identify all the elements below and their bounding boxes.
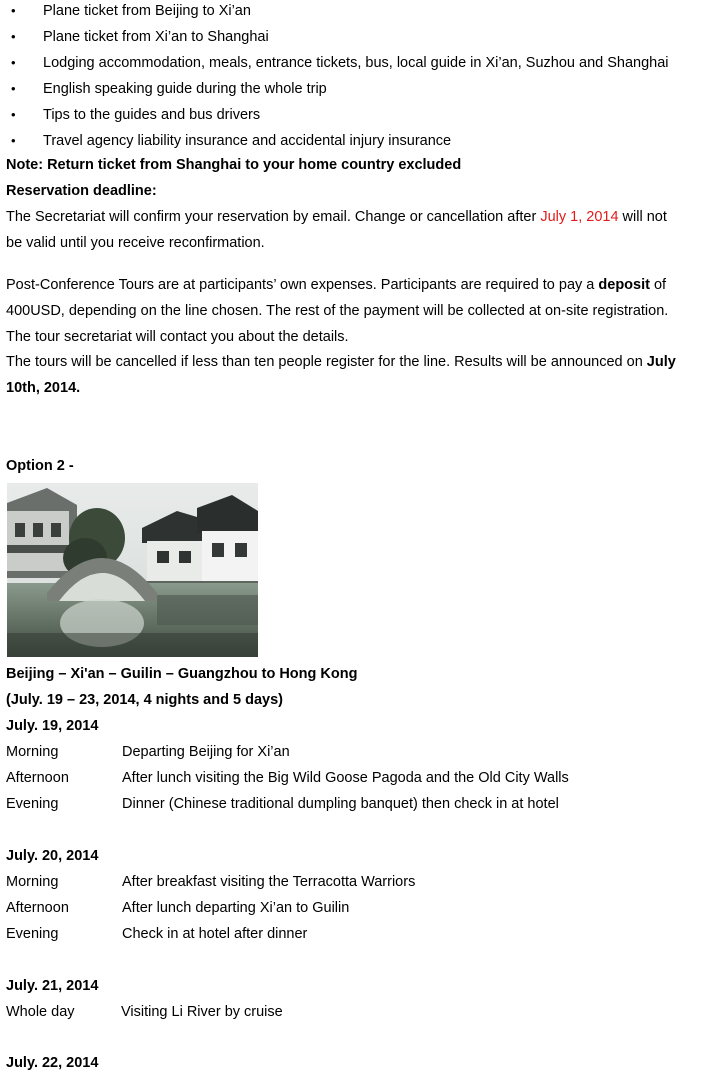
inclusion-text: Travel agency liability insurance and accidental injury insurance bbox=[43, 133, 452, 149]
reservation-line-2: be valid until you receive reconfirmation. bbox=[6, 235, 265, 251]
itinerary-time: Evening bbox=[6, 926, 59, 942]
itinerary-row bbox=[6, 869, 698, 895]
itinerary-activity: After lunch visiting the Big Wild Goose Pagoda and the Old City Walls bbox=[122, 770, 569, 786]
note-text: Note: Return ticket from Shanghai to your home country excluded bbox=[6, 157, 462, 173]
itinerary-row bbox=[6, 765, 698, 791]
itinerary-time: Morning bbox=[6, 874, 59, 890]
itinerary-time: Evening bbox=[6, 796, 59, 812]
deadline-date: July 1, 2014 bbox=[540, 209, 619, 225]
itinerary-row bbox=[6, 739, 698, 765]
itinerary-activity: Departing Beijing for Xi’an bbox=[122, 744, 290, 760]
itinerary-row bbox=[6, 895, 698, 921]
payment-line-1 bbox=[6, 272, 698, 298]
bullet-icon: • bbox=[11, 29, 16, 44]
day-date: July. 22, 2014 bbox=[6, 1055, 99, 1071]
bullet-icon: • bbox=[11, 81, 16, 96]
itinerary-time: Afternoon bbox=[6, 900, 69, 916]
itinerary-row bbox=[6, 791, 698, 817]
day-date: July. 20, 2014 bbox=[6, 848, 99, 864]
inclusion-text: Plane ticket from Beijing to Xi’an bbox=[43, 3, 251, 19]
reservation-text: The Secretariat will confirm your reservation by email. Change or cancellation after bbox=[6, 209, 541, 225]
payment-line-3: The tour secretariat will contact you about the details. bbox=[6, 329, 349, 345]
water-town-image bbox=[7, 483, 258, 657]
itinerary-activity: Dinner (Chinese traditional dumpling banquet) then check in at hotel bbox=[122, 796, 559, 812]
day-date: July. 19, 2014 bbox=[6, 718, 99, 734]
results-date: 10th, 2014. bbox=[6, 380, 81, 396]
itinerary-activity: Visiting Li River by cruise bbox=[121, 1004, 283, 1020]
itinerary-time: Whole day bbox=[6, 1004, 75, 1020]
option-heading: Option 2 - bbox=[6, 458, 74, 474]
deposit-label: deposit bbox=[598, 277, 650, 293]
payment-text-end: of bbox=[649, 277, 667, 293]
cancellation-text: The tours will be cancelled if less than ten people register for the line. Results will be announced on bbox=[6, 354, 647, 370]
reservation-text-end: will not bbox=[618, 209, 667, 225]
reservation-line-1 bbox=[6, 204, 698, 230]
route-title: Beijing – Xi'an – Guilin – Guangzhou to Hong Kong bbox=[6, 666, 358, 682]
results-date-part: July bbox=[646, 354, 676, 370]
itinerary-time: Morning bbox=[6, 744, 59, 760]
itinerary-row bbox=[6, 999, 698, 1025]
itinerary-activity: Check in at hotel after dinner bbox=[122, 926, 308, 942]
payment-text: Post-Conference Tours are at participants’ own expenses. Participants are required to pay a bbox=[6, 277, 599, 293]
inclusion-text: English speaking guide during the whole trip bbox=[43, 81, 327, 97]
tour-photo bbox=[7, 483, 258, 657]
route-dates: (July. 19 – 23, 2014, 4 nights and 5 days) bbox=[6, 692, 283, 708]
bullet-icon: • bbox=[11, 55, 16, 70]
inclusion-text: Tips to the guides and bus drivers bbox=[43, 107, 261, 123]
cancellation-line-1 bbox=[6, 349, 698, 375]
day-date: July. 21, 2014 bbox=[6, 978, 99, 994]
payment-line-2: 400USD, depending on the line chosen. The rest of the payment will be collected at on-site registration. bbox=[6, 303, 669, 319]
bullet-icon: • bbox=[11, 133, 16, 148]
itinerary-row bbox=[6, 921, 698, 947]
itinerary-time: Afternoon bbox=[6, 770, 69, 786]
bullet-icon: • bbox=[11, 107, 16, 122]
reservation-heading: Reservation deadline: bbox=[6, 183, 157, 199]
itinerary-activity: After breakfast visiting the Terracotta Warriors bbox=[122, 874, 416, 890]
itinerary-activity: After lunch departing Xi’an to Guilin bbox=[122, 900, 350, 916]
bullet-icon: • bbox=[11, 3, 16, 18]
inclusion-text: Plane ticket from Xi’an to Shanghai bbox=[43, 29, 269, 45]
inclusion-text: Lodging accommodation, meals, entrance tickets, bus, local guide in Xi’an, Suzhou and Shanghai bbox=[43, 55, 669, 71]
